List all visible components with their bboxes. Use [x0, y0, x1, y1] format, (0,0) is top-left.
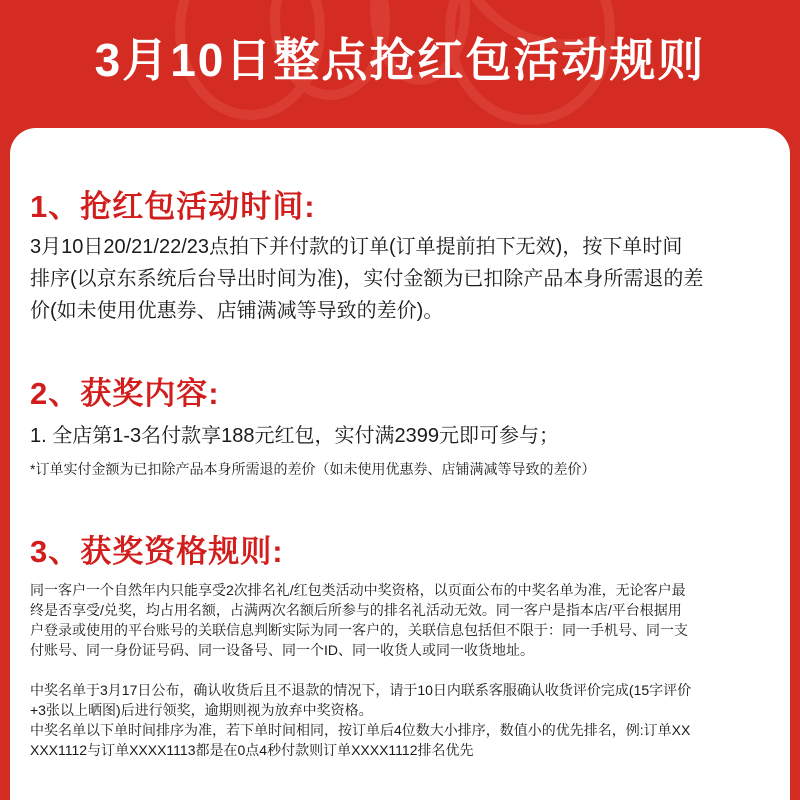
- section-body: [30, 231, 776, 327]
- section-prize-content: [30, 375, 776, 480]
- paragraph-gap: [30, 660, 776, 680]
- section-eligibility-rules: [30, 533, 776, 760]
- rules-paragraph: [30, 680, 776, 760]
- rules-card: [10, 128, 790, 800]
- body-line: 排序(以京东系统后台导出时间为准)，实付金额为已扣除产品本身所需退的差: [30, 268, 704, 291]
- section-title: 2、获奖内容:: [30, 376, 220, 411]
- body-line: 价(如未使用优惠券、店铺满减等导致的差价)。: [30, 300, 444, 323]
- body-line: XXX1112与订单XXXX1113都是在0点4秒付款则订单XXXX1112排名优先: [30, 742, 474, 759]
- rules-paragraph: [30, 580, 776, 660]
- section-title: 1、抢红包活动时间:: [30, 189, 316, 224]
- prize-note: *订单实付金额为已扣除产品本身所需退的差价（如未使用优惠券、店铺满减等导致的差价）: [30, 461, 596, 478]
- body-line: 同一客户一个自然年内只能享受2次排名礼/红包类活动中奖资格，以页面公布的中奖名单为准，无论客户最: [30, 582, 686, 599]
- page-title: 3月10日整点抢红包活动规则: [94, 34, 706, 86]
- body-line: 中奖名单以下单时间排序为准，若下单时间相同，按订单后4位数大小排序，数值小的优先排名，例:订单XX: [30, 722, 691, 739]
- section-activity-time: [30, 188, 776, 327]
- body-line: 户登录或使用的平台账号的关联信息判断实际为同一客户的，关联信息包括但不限于：同一手机号、同一支: [30, 622, 688, 639]
- header-banner: [0, 0, 800, 128]
- section-title: 3、获奖资格规则:: [30, 534, 284, 569]
- body-line: +3张以上晒图)后进行领奖，逾期则视为放弃中奖资格。: [30, 702, 373, 719]
- body-line: 终是否享受/兑奖，均占用名额，占满两次名额后所参与的排名礼活动无效。同一客户是指本店/平台根据用: [30, 602, 682, 619]
- body-line: 3月10日20/21/22/23点拍下并付款的订单(订单提前拍下无效)，按下单时间: [30, 236, 683, 259]
- body-line: 付账号、同一身份证号码、同一设备号、同一个ID、同一收货人或同一收货地址。: [30, 642, 534, 659]
- body-line: 中奖名单于3月17日公布，确认收货后且不退款的情况下，请于10日内联系客服确认收货评价完成(15字评价: [30, 682, 692, 699]
- prize-item: 1. 全店第1-3名付款享188元红包，实付满2399元即可参与；: [30, 425, 560, 448]
